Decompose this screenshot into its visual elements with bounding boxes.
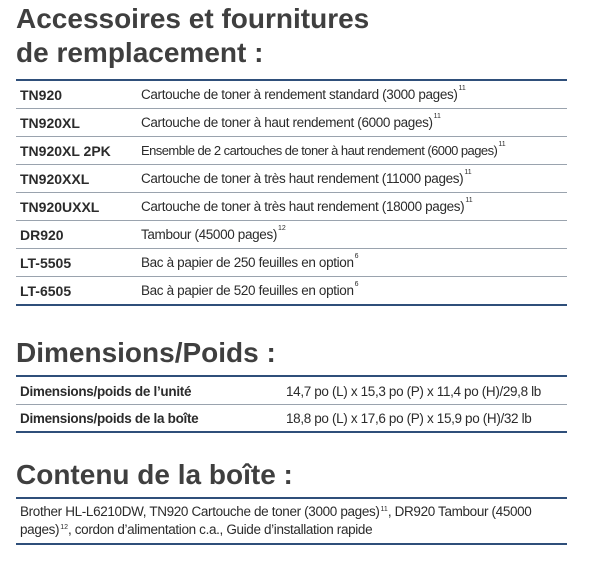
table-row <box>16 165 567 193</box>
accessories-table-bottom-rule <box>16 304 567 306</box>
part-description: Bac à papier de 520 feuilles en option$^6$ <box>141 281 359 298</box>
part-code: TN920XL <box>20 115 80 131</box>
dimensions-title: Dimensions/Poids : <box>16 337 276 368</box>
table-row <box>16 404 567 432</box>
footnote-ref: 12 <box>60 524 68 531</box>
part-description: Tambour (45000 pages)$^{12}$ <box>141 225 286 242</box>
part-description: Ensemble de 2 cartouches de toner à haut rendement (6000 pages)$^{11}$ <box>141 141 506 158</box>
part-description: Cartouche de toner à rendement standard (3000 pages)$^{11}$ <box>141 85 466 102</box>
table-row <box>16 109 567 137</box>
dimension-value: 14,7 po (L) x 15,3 po (P) x 11,4 po (H)/29,8 lb <box>286 384 541 399</box>
part-code: LT-5505 <box>20 255 72 271</box>
footnote-ref: 11 <box>433 113 441 120</box>
table-row <box>16 193 567 221</box>
part-description: Cartouche de toner à très haut rendement (18000 pages)$^{11}$ <box>141 197 473 214</box>
dimension-value: 18,8 po (L) x 17,6 po (P) x 15,9 po (H)/32 lb <box>286 411 532 426</box>
part-code: DR920 <box>20 227 64 243</box>
table-row <box>16 249 567 277</box>
part-description: Cartouche de toner à très haut rendement (11000 pages)$^{11}$ <box>141 169 472 186</box>
part-code: TN920XL 2PK <box>20 143 111 159</box>
table-row <box>16 377 567 405</box>
table-row <box>16 81 567 109</box>
part-code: LT-6505 <box>20 283 72 299</box>
dimensions-table-bottom-rule <box>16 431 567 433</box>
footnote-ref: 11 <box>498 141 506 148</box>
part-code: TN920 <box>20 87 63 103</box>
table-row <box>16 277 567 305</box>
contents-title: Contenu de la boîte : <box>16 459 293 490</box>
footnote-ref: 6 <box>354 281 359 288</box>
footnote-ref: 11 <box>458 85 466 92</box>
part-code: TN920XXL <box>20 171 90 187</box>
dimension-label: Dimensions/poids de l’unité <box>20 384 192 399</box>
box-contents-text: Brother HL-L6210DW, TN920 Cartouche de toner (3000 pages)$^{11}$, DR920 Tambour (45000 pages)$^{12}$, cordon d’alimentation c.a., Guide d’installation rapide <box>20 504 532 537</box>
footnote-ref: 6 <box>354 253 359 260</box>
part-description: Bac à papier de 250 feuilles en option$^6$ <box>141 253 359 270</box>
footnote-ref: 11 <box>464 169 472 176</box>
dimension-label: Dimensions/poids de la boîte <box>20 411 199 426</box>
contents-bottom-rule <box>16 543 567 545</box>
footnote-ref: 11 <box>465 197 473 204</box>
part-description: Cartouche de toner à haut rendement (6000 pages)$^{11}$ <box>141 113 441 130</box>
part-code: TN920UXXL <box>20 199 100 215</box>
table-row <box>16 137 567 165</box>
footnote-ref: 11 <box>380 506 388 513</box>
contents-top-rule <box>16 497 567 499</box>
footnote-ref: 12 <box>278 225 286 232</box>
accessories-title-line2: de remplacement : <box>16 37 264 68</box>
accessories-title-line1: Accessoires et fournitures <box>16 3 370 34</box>
table-row <box>16 221 567 249</box>
